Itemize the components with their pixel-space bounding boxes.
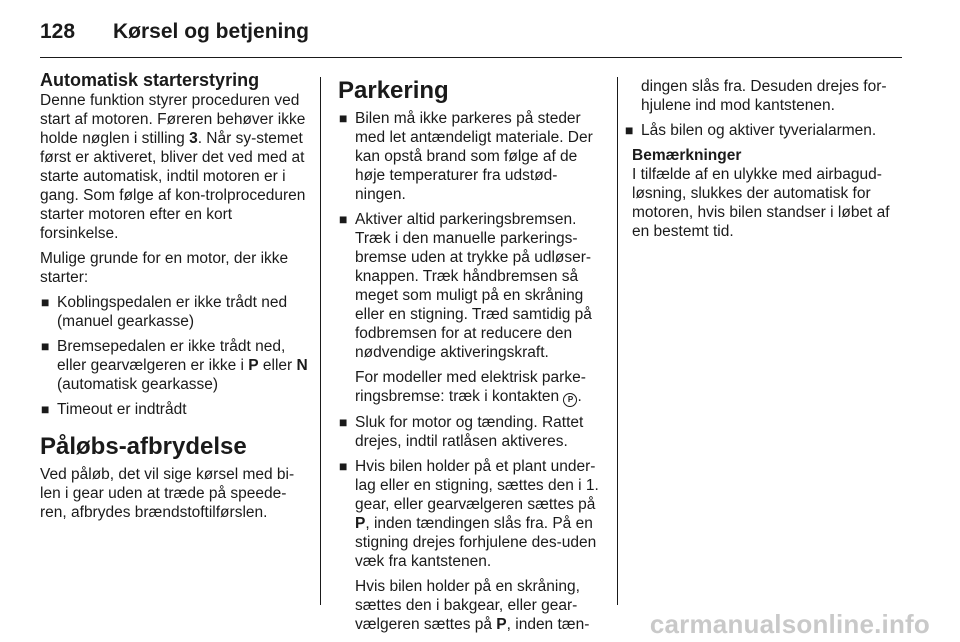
parking-brake-icon: P <box>563 393 577 407</box>
list-item: ■ Sluk for motor og tænding. Rattet drejes, indtil ratlåsen aktiveres. <box>339 414 584 450</box>
coasting-paragraph: Ved påløb, det vil sige kørsel med bi-len i gear uden at træde på speede-ren, afbrydes brændstoftilførslen. <box>40 466 295 521</box>
note-box <box>624 146 904 241</box>
note-text: I tilfælde af en ulykke med airbagud-løsning, slukkes der automatisk for motoren, hvis bilen standser i løbet af en bestemt tid. <box>632 166 890 240</box>
electric-brake-paragraph: For modeller med elektrisk parke-ringsbremse: træk i kontakten P . <box>355 369 586 405</box>
bullet-icon: ■ <box>625 122 634 138</box>
bullet-icon: ■ <box>339 414 348 430</box>
section-heading-starter: Automatisk starterstyring <box>40 70 260 90</box>
list-item: ■ Lås bilen og aktiver tyverialarmen. <box>625 122 877 139</box>
page-header <box>40 16 900 56</box>
bullet-icon: ■ <box>41 338 50 354</box>
bullet-icon: ■ <box>339 458 348 474</box>
reasons-list <box>40 293 312 419</box>
list-item: ■ Timeout er indtrådt <box>41 401 187 418</box>
list-item: ■ Hvis bilen holder på et plant under-lag eller en stigning, sættes den i 1. gear, eller gearvælgeren sættes på P, inden tændingen slås fra. På en stigning drejes forhjulene des-uden væk fra kantstenen. <box>339 458 599 570</box>
parking-list-end <box>624 121 904 140</box>
column-2 <box>338 77 604 640</box>
column-3 <box>624 77 904 241</box>
list-item: ■ Bilen må ikke parkeres på steder med let antændeligt materiale. Der kan opstå brand som følge af de høje temperaturer fra udstød-ningen. <box>339 110 593 203</box>
list-item: ■ Bremsepedalen er ikke trådt ned, eller gearvælgeren er ikke i P eller N (automatisk gearkasse) <box>41 338 308 393</box>
section-heading-parking: Parkering <box>338 77 449 104</box>
bullet-icon: ■ <box>339 110 348 126</box>
section-heading-coasting: Påløbs-afbrydelse <box>40 433 247 460</box>
note-title: Bemærkninger <box>632 147 742 164</box>
slope-paragraph: Hvis bilen holder på en skråning, sættes den i bakgear, eller gear-vælgeren sættes på P, inden tæn- <box>355 578 590 633</box>
bullet-icon: ■ <box>41 401 50 417</box>
parking-list <box>338 109 604 362</box>
chapter-title: Kørsel og betjening <box>113 20 310 43</box>
bullet-icon: ■ <box>339 211 348 227</box>
continuation-paragraph: dingen slås fra. Desuden drejes for-hjulene ind mod kantstenen. <box>641 78 887 114</box>
reasons-intro: Mulige grunde for en motor, der ikke starter: <box>40 250 289 286</box>
watermark: carmanualsonline.info <box>649 609 930 639</box>
header-divider <box>40 57 902 58</box>
list-item: ■ Koblingspedalen er ikke trådt ned (manuel gearkasse) <box>41 294 288 330</box>
list-item: ■ Aktiver altid parkeringsbremsen. Træk i den manuelle parkerings-bremse uden at trykke på udløser-knappen. Træk håndbremsen så meget som muligt på en skråning eller en stigning. Træd samtidig på fodbremsen for at reducere den nødvendige aktiveringskraft. <box>339 211 592 361</box>
column-1 <box>40 70 312 528</box>
parking-list-continued <box>338 413 604 571</box>
starter-intro-paragraph: Denne funktion styrer proceduren ved start af motoren. Føreren behøver ikke holde nøglen i stilling 3. Når sy-stemet først er aktiveret, bliver det ved med at starte automatisk, indtil motoren er i gang. Som følge af kon-trolproceduren starter motoren efter en kort forsinkelse. <box>40 92 306 242</box>
column-divider-2 <box>617 77 618 605</box>
bullet-icon: ■ <box>41 294 50 310</box>
column-divider-1 <box>320 77 321 605</box>
page-number: 128 <box>40 20 76 43</box>
